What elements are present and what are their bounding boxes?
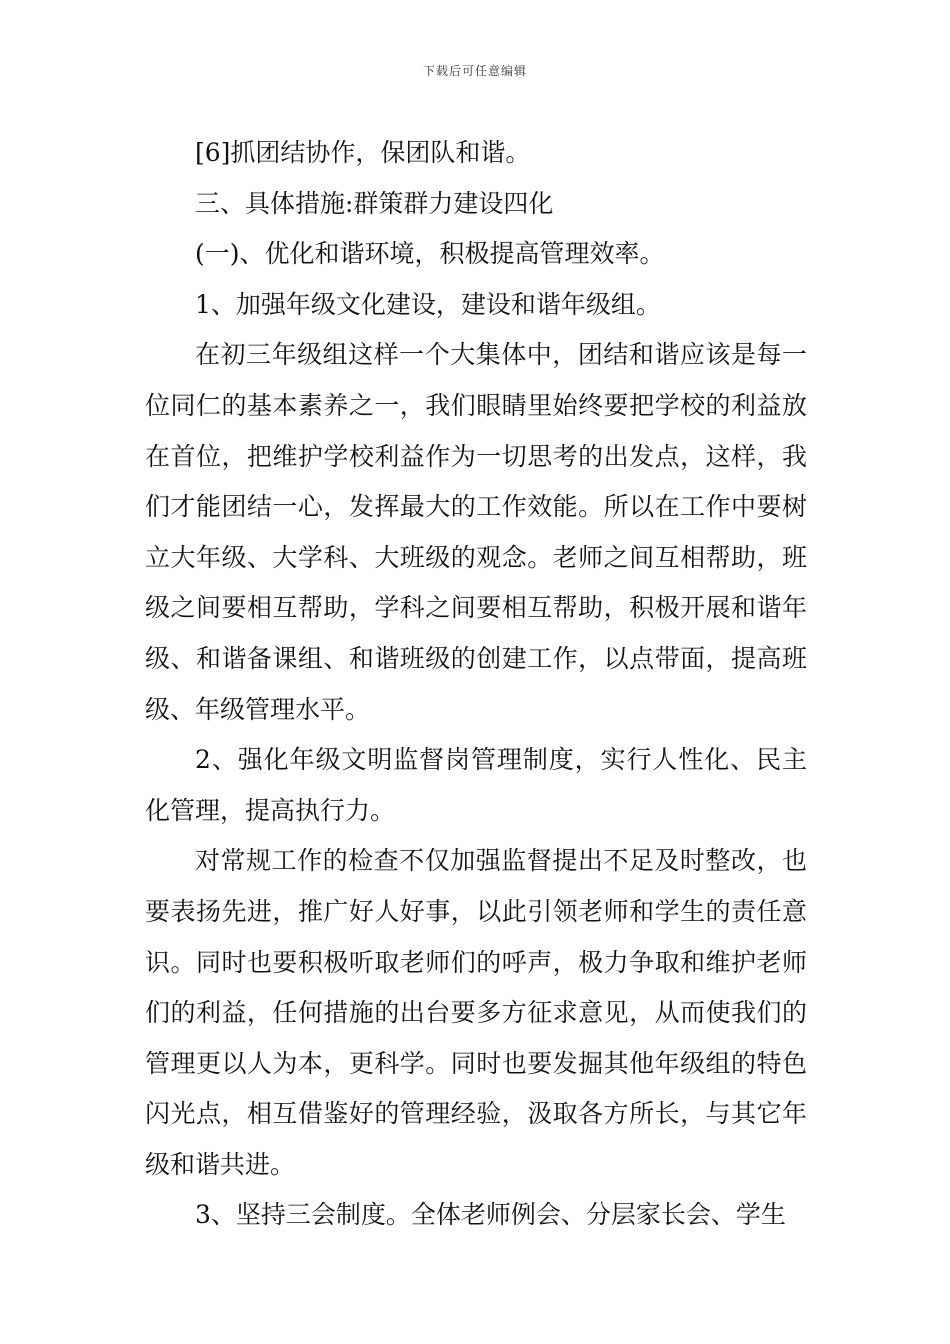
point-heading-3: 3、坚持三会制度。全体老师例会、分层家长会、学生 [195, 1200, 786, 1230]
paragraph-item-6: [6]抓团结协作，保团队和谐。 [195, 138, 531, 167]
section-heading-measures: 三、具体措施:群策群力建设四化 [195, 188, 554, 218]
point-heading-2: 2、强化年级文明监督岗管理制度，实行人性化、民主化管理，提高执行力。 [145, 745, 807, 825]
page-header: 下载后可任意编辑 [422, 64, 527, 78]
document-body [145, 128, 807, 1241]
paragraph-inspection: 对常规工作的检查不仅加强监督提出不足及时整改，也要表扬先进，推广好人好事，以此引领老师和学生的责任意识。同时也要积极听取老师们的呼声，极力争取和维护老师们的利益，任何措施的出台要多方征求意见，从而使我们的管理更以人为本，更科学。同时也要发掘其他年级组的特色闪光点，相互借鉴好的管理经验，汲取各方所长，与其它年级和谐共进。 [145, 846, 807, 1179]
subsection-heading-1: (一)、优化和谐环境，积极提高管理效率。 [195, 239, 665, 269]
point-heading-1: 1、加强年级文化建设，建设和谐年级组。 [195, 289, 661, 319]
paragraph-culture: 在初三年级组这样一个大集体中，团结和谐应该是每一位同仁的基本素养之一，我们眼睛里始终要把学校的利益放在首位，把维护学校利益作为一切思考的出发点，这样，我们才能团结一心，发挥最大的工作效能。所以在工作中要树立大年级、大学科、大班级的观念。老师之间互相帮助，班级之间要相互帮助，学科之间要相互帮助，积极开展和谐年级、和谐备课组、和谐班级的创建工作，以点带面，提高班级、年级管理水平。 [145, 340, 807, 724]
